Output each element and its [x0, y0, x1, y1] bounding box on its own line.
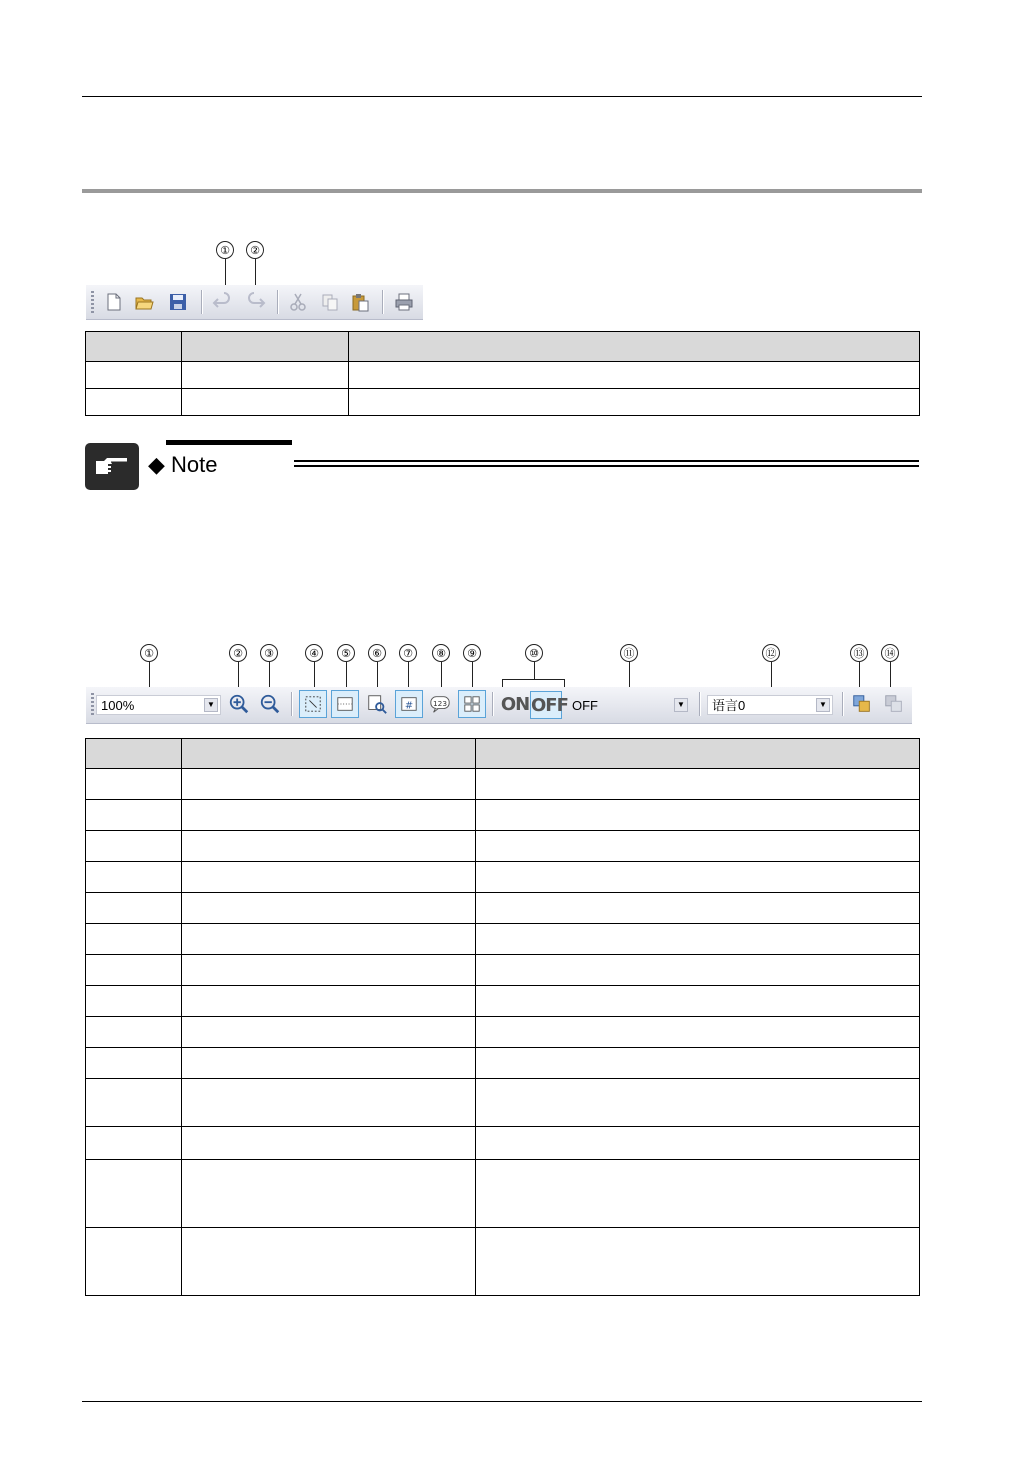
numeric-input-icon[interactable] — [428, 692, 452, 716]
table-cell — [476, 1048, 920, 1079]
toolbar-separator — [699, 692, 700, 716]
callout-6: ⑥ — [368, 644, 386, 662]
zoom-out-icon[interactable] — [258, 692, 282, 716]
callout-4: ④ — [305, 644, 323, 662]
table-cell — [182, 955, 476, 986]
callout-2: ② — [246, 241, 264, 259]
multi-panel-icon[interactable] — [458, 690, 486, 718]
number-icon[interactable] — [395, 690, 423, 718]
callout-1: ① — [140, 644, 158, 662]
callout-7: ⑦ — [399, 644, 417, 662]
chevron-down-icon[interactable]: ▼ — [674, 698, 688, 712]
screen-toolbar — [86, 687, 912, 724]
table-row — [86, 986, 920, 1017]
callout-leader — [534, 662, 535, 680]
table-cell — [182, 986, 476, 1017]
callout-12: ⑫ — [762, 644, 780, 662]
toolbar1-table — [85, 331, 920, 416]
table-row — [86, 1048, 920, 1079]
table-cell — [476, 769, 920, 800]
table-row — [86, 1160, 920, 1228]
toolbar-separator — [201, 290, 202, 314]
section-rule — [82, 189, 922, 193]
off-state-button[interactable]: OFF — [530, 691, 562, 719]
table-row — [86, 1079, 920, 1127]
redo-icon[interactable] — [246, 292, 266, 312]
table-cell — [182, 831, 476, 862]
table-header-cell — [86, 332, 182, 362]
table-cell — [476, 1079, 920, 1127]
table-cell — [86, 955, 182, 986]
table-cell — [86, 1228, 182, 1296]
toolbar-separator — [277, 290, 278, 314]
table-cell — [182, 862, 476, 893]
send-back-icon[interactable] — [882, 692, 906, 716]
table-cell — [86, 1048, 182, 1079]
copy-icon[interactable] — [320, 292, 340, 312]
table-cell — [86, 389, 182, 416]
table-cell — [476, 924, 920, 955]
table-cell — [86, 831, 182, 862]
language-value: 语言0 — [712, 698, 746, 713]
table-cell — [86, 1160, 182, 1228]
toolbar2-table — [85, 738, 920, 1296]
table-row — [86, 769, 920, 800]
table-cell — [476, 893, 920, 924]
table-cell — [476, 955, 920, 986]
table-cell — [182, 389, 349, 416]
callout-leader — [346, 662, 347, 690]
table-header-cell — [86, 739, 182, 769]
state-value: OFF — [572, 698, 598, 713]
table-cell — [476, 1228, 920, 1296]
table-header-cell — [182, 332, 349, 362]
pointing-hand-icon — [85, 443, 139, 490]
save-icon[interactable] — [168, 292, 188, 312]
table-cell — [476, 862, 920, 893]
table-cell — [182, 1228, 476, 1296]
header-rule — [82, 96, 922, 97]
chevron-down-icon[interactable]: ▼ — [204, 698, 218, 712]
chevron-down-icon[interactable]: ▼ — [816, 698, 830, 712]
note-rule — [294, 465, 919, 467]
standard-toolbar — [86, 285, 423, 320]
table-cell — [182, 800, 476, 831]
table-header-row — [86, 739, 920, 769]
table-row — [86, 800, 920, 831]
table-cell — [86, 924, 182, 955]
table-cell — [86, 362, 182, 389]
svg-text:#: # — [404, 700, 414, 712]
table-row — [86, 1228, 920, 1296]
table-cell — [86, 1127, 182, 1160]
callout-leader — [314, 662, 315, 690]
table-cell — [476, 831, 920, 862]
table-cell — [476, 1160, 920, 1228]
callout-leader — [408, 662, 409, 690]
table-cell — [86, 893, 182, 924]
table-row — [86, 1127, 920, 1160]
callout-8: ⑧ — [432, 644, 450, 662]
table-cell — [349, 362, 920, 389]
note-label: ◆ Note — [148, 452, 218, 477]
table-row — [86, 862, 920, 893]
undo-icon[interactable] — [212, 292, 232, 312]
table-cell — [182, 893, 476, 924]
table-cell — [182, 924, 476, 955]
on-state-button[interactable]: ON — [500, 694, 530, 715]
table-cell — [476, 800, 920, 831]
table-header-cell — [182, 739, 476, 769]
zoom-in-icon[interactable] — [227, 692, 251, 716]
table-row — [86, 955, 920, 986]
cut-icon[interactable] — [288, 292, 308, 312]
table-cell — [86, 1017, 182, 1048]
toolbar-separator — [492, 692, 493, 716]
svg-text:123: 123 — [433, 698, 447, 708]
callout-9: ⑨ — [463, 644, 481, 662]
paste-icon[interactable] — [350, 292, 370, 312]
table-cell — [182, 769, 476, 800]
callout-10: ⑩ — [525, 644, 543, 662]
table-cell — [182, 362, 349, 389]
callout-14: ⑭ — [881, 644, 899, 662]
table-cell — [86, 769, 182, 800]
open-folder-icon[interactable] — [134, 292, 154, 312]
print-icon[interactable] — [394, 292, 414, 312]
grid-icon[interactable] — [331, 690, 359, 718]
callout-leader — [472, 662, 473, 690]
state-select[interactable] — [567, 695, 691, 715]
table-header-cell — [349, 332, 920, 362]
table-cell — [182, 1079, 476, 1127]
table-cell — [182, 1160, 476, 1228]
table-cell — [182, 1127, 476, 1160]
table-cell — [349, 389, 920, 416]
zoom-select[interactable] — [96, 695, 221, 715]
table-row — [86, 924, 920, 955]
toolbar-separator — [842, 692, 843, 716]
table-row — [86, 893, 920, 924]
table-cell — [476, 1017, 920, 1048]
toolbar-separator — [291, 692, 292, 716]
bring-front-icon[interactable] — [850, 692, 874, 716]
callout-13: ⑬ — [850, 644, 868, 662]
callout-1: ① — [216, 241, 234, 259]
zoom-value: 100% — [101, 698, 135, 713]
callout-3: ③ — [260, 644, 278, 662]
table-row — [86, 1017, 920, 1048]
language-select[interactable] — [707, 695, 833, 715]
find-icon[interactable] — [365, 692, 389, 716]
table-row — [86, 831, 920, 862]
new-file-icon[interactable] — [104, 292, 124, 312]
table-header-row — [86, 332, 920, 362]
note-top-bar — [166, 440, 292, 445]
table-cell — [86, 1079, 182, 1127]
callout-2: ② — [229, 644, 247, 662]
table-cell — [86, 800, 182, 831]
table-cell — [86, 986, 182, 1017]
toolbar-separator — [382, 290, 383, 314]
callout-11: ⑪ — [620, 644, 638, 662]
table-row — [86, 389, 920, 416]
toolbar-grip[interactable] — [91, 291, 94, 313]
table-header-cell — [476, 739, 920, 769]
footer-rule — [82, 1401, 922, 1402]
table-cell — [182, 1048, 476, 1079]
select-area-icon[interactable] — [299, 690, 327, 718]
table-cell — [182, 1017, 476, 1048]
toolbar-grip[interactable] — [91, 693, 94, 715]
callout-5: ⑤ — [337, 644, 355, 662]
table-cell — [86, 862, 182, 893]
table-row — [86, 362, 920, 389]
table-cell — [476, 1127, 920, 1160]
note-rule — [294, 460, 919, 462]
table-cell — [476, 986, 920, 1017]
